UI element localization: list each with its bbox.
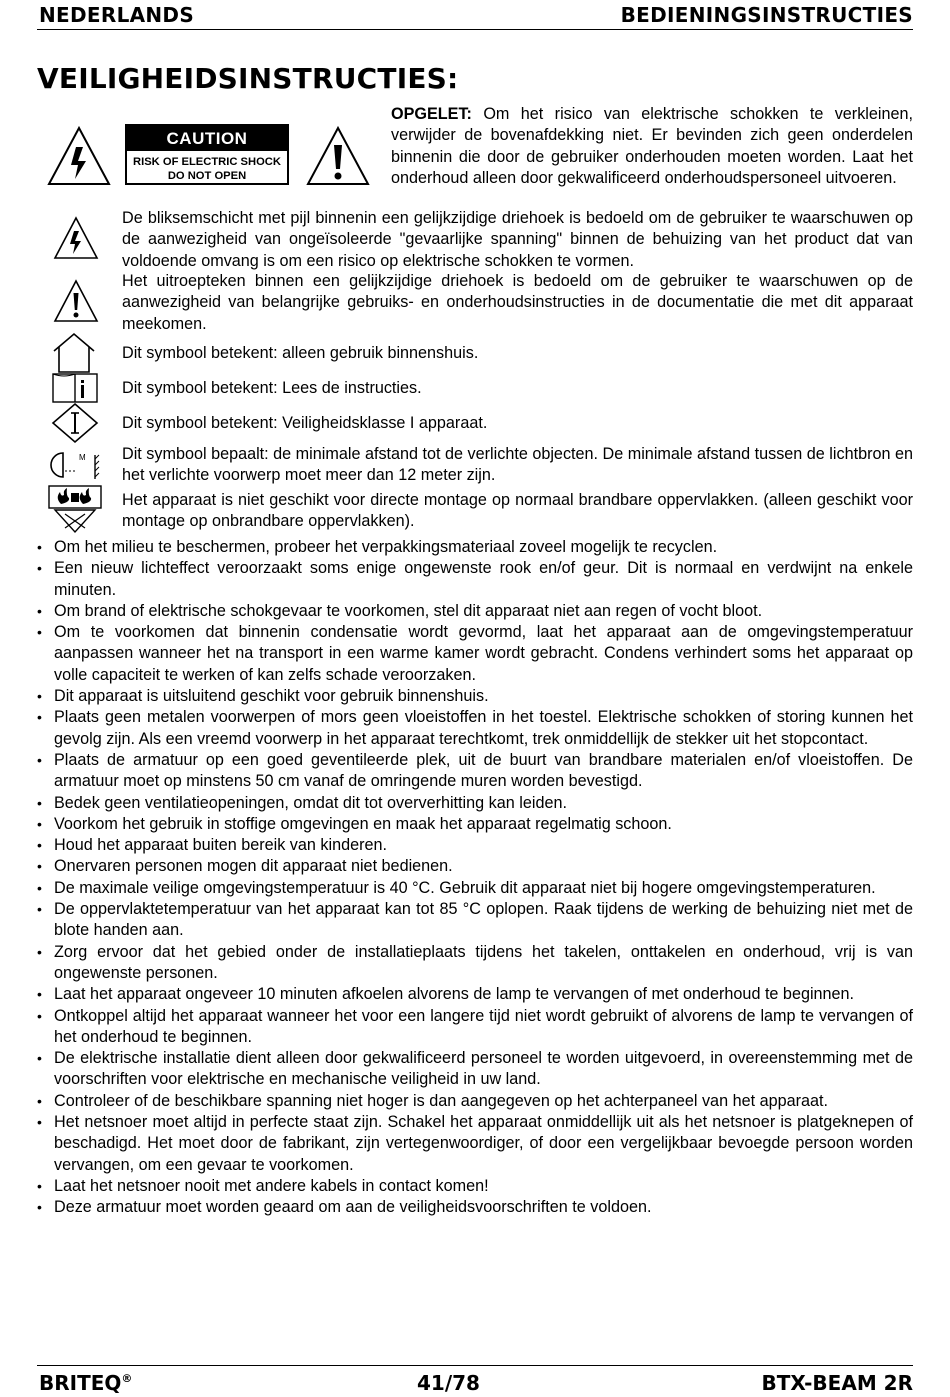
footer-brand: BRITEQ® (39, 1371, 133, 1395)
bullet-item: • De maximale veilige omgevingstemperatuur is 40 °C. Gebruik dit apparaat niet bij hogere omgevingstemperaturen. (37, 878, 913, 899)
bullet-item: • Bedek geen ventilatieopeningen, omdat dit tot oververhitting kan leiden. (37, 793, 913, 814)
caution-line-1: RISK OF ELECTRIC SHOCK (133, 156, 281, 168)
bullet-item: • Om te voorkomen dat binnenin condensatie wordt gevormd, laat het apparaat aan de omgevingstemperatuur aanpassen wanneer het na transport in een warme kamer wordt gebracht. Condens verhindert soms het apparaat op volle capaciteit te werken of kan zelfs schade veroorzaken. (37, 622, 913, 686)
bullet-item: • Laat het netsnoer nooit met andere kabels in contact komen! (37, 1176, 913, 1197)
header-language: NEDERLANDS (39, 3, 195, 27)
bullet-item: • Om brand of elektrische schokgevaar te voorkomen, stel dit apparaat niet aan regen of vocht bloot. (37, 601, 913, 622)
caution-heading: CAUTION (127, 126, 287, 151)
header-section: BEDIENINGSINSTRUCTIES (620, 3, 913, 27)
bullet-item: • Om het milieu te beschermen, probeer het verpakkingsmateriaal zoveel mogelijk te recyclen. (37, 537, 913, 558)
bullet-item: • De elektrische installatie dient alleen door gekwalificeerd personeel te worden uitgevoerd, in overeenstemming met de voorschriften voor elektrische en mechanische veiligheid in uw land. (37, 1048, 913, 1091)
caution-label (125, 124, 289, 185)
bullet-item: • Plaats de armatuur op een goed geventileerde plek, uit de buurt van brandbare materialen en/of vloeistoffen. De armatuur moet op minstens 50 cm vanaf de omringende muren worden bevestigd. (37, 750, 913, 793)
page-number: 41/78 (417, 1371, 480, 1395)
footer-model: BTX-BEAM 2R (761, 1371, 913, 1395)
bullet-item: • Deze armatuur moet worden geaard om aan de veiligheidsvoorschriften te voldoen. (37, 1197, 913, 1218)
indoor-description: Dit symbool betekent: alleen gebruik binnenshuis. (122, 344, 479, 362)
bullet-item: • Houd het apparaat buiten bereik van kinderen. (37, 835, 913, 856)
page-title: VEILIGHEIDSINSTRUCTIES: (37, 62, 459, 95)
read-description: Dit symbool betekent: Lees de instructies. (122, 379, 422, 397)
bullet-item: • Een nieuw lichteffect veroorzaakt soms enige ongewenste rook en/of geur. Dit is normaal en verdwijnt na enkele minuten. (37, 558, 913, 601)
bullet-item: • Plaats geen metalen voorwerpen of mors geen vloeistoffen in het toestel. Elektrische schokken of storing kunnen het gevolg zijn. Als een vreemd voorwerp in het apparaat terechtkomt, trek onmiddellijk de stekker uit het stopcontact. (37, 707, 913, 750)
exclamation-triangle-icon (53, 279, 99, 323)
flammable-description: Het apparaat is niet geschikt voor directe montage op normaal brandbare oppervlakken. (alleen geschikt voor montage op onbrandbare oppervlakken). (122, 491, 913, 531)
caution-line-2: DO NOT OPEN (167, 170, 247, 182)
exclamation-warning-icon (305, 125, 371, 187)
safety-class-1-icon (51, 402, 99, 444)
class1-description: Dit symbool betekent: Veiligheidsklasse I apparaat. (122, 414, 488, 432)
opgelet-label: OPGELET: (391, 105, 472, 123)
bullet-item: • Voorkom het gebruik in stoffige omgevingen en maak het apparaat regelmatig schoon. (37, 814, 913, 835)
exclamation-description: Het uitroepteken binnen een gelijkzijdige driehoek is bedoeld om de gebruiker te waarschuwen op de aanwezigheid van belangrijke gebruiks- en onderhoudsinstructies in de documentatie die met dit apparaat meekomen. (122, 272, 913, 333)
bullet-item: • Ontkoppel altijd het apparaat wanneer het voor een langere tijd niet wordt gebruikt of alvorens de lamp te vervangen of het onderhoud te beginnen. (37, 1006, 913, 1049)
bullet-item: • Laat het apparaat ongeveer 10 minuten afkoelen alvorens de lamp te vervangen of met onderhoud te beginnen. (37, 984, 913, 1005)
bullet-item: • Onervaren personen mogen dit apparaat niet bedienen. (37, 856, 913, 877)
distance-description: Dit symbool bepaalt: de minimale afstand tot de verlichte objecten. De minimale afstand tussen de lichtbron en het verlichte voorwerp moet meer dan 12 meter zijn. (122, 445, 913, 485)
bullet-item: • De oppervlaktetemperatuur van het apparaat kan tot 85 °C oplopen. Raak tijdens de werking de behuizing niet met de blote handen aan. (37, 899, 913, 942)
read-instructions-icon (50, 372, 100, 404)
distance-unit-label: M (79, 453, 86, 462)
bullet-item: • Zorg ervoor dat het gebied onder de installatieplaats tijdens het takelen, onttakelen en onderhoud, vrij is van ongewenste personen. (37, 942, 913, 985)
minimum-distance-icon (47, 449, 102, 481)
lightning-description: De bliksemschicht met pijl binnenin een gelijkzijdige driehoek is bedoeld om de gebruiker te waarschuwen op de aanwezigheid van ongeïsoleerde "gevaarlijke spanning" binnen de behuizing van het product dat van voldoende omvang is om een risico op elektrische schokken te vormen. (122, 209, 913, 270)
flammable-surface-icon (47, 484, 103, 534)
page-header (37, 3, 913, 30)
bullet-item: • Controleer of de beschikbare spanning niet hoger is dan aangegeven op het achterpaneel van het apparaat. (37, 1091, 913, 1112)
house-indoor-icon (50, 331, 98, 375)
safety-bullet-list (37, 537, 913, 1219)
bullet-item: • Dit apparaat is uitsluitend geschikt voor gebruik binnenshuis. (37, 686, 913, 707)
bullet-item: • Het netsnoer moet altijd in perfecte staat zijn. Schakel het apparaat onmiddellijk uit als het netsnoer is platgeknepen of beschadigd. Het moet door de fabrikant, zijn vertegenwoordiger, of door een vergelijkbaar bevoegde persoon worden vervangen, om een gevaar te voorkomen. (37, 1112, 913, 1176)
opgelet-text: Om het risico van elektrische schokken te verkleinen, verwijder de bovenafdekking niet. Er bevinden zich geen onderdelen binnenin die door de gebruiker onderhouden moeten worden. Laat het onderhoud alleen door gekwalificeerd onderhoudspersoneel uitvoeren. (391, 105, 913, 187)
lightning-warning-icon (46, 125, 112, 187)
page-footer (37, 1365, 913, 1396)
opgelet-paragraph (391, 104, 913, 189)
lightning-triangle-icon (53, 216, 99, 260)
